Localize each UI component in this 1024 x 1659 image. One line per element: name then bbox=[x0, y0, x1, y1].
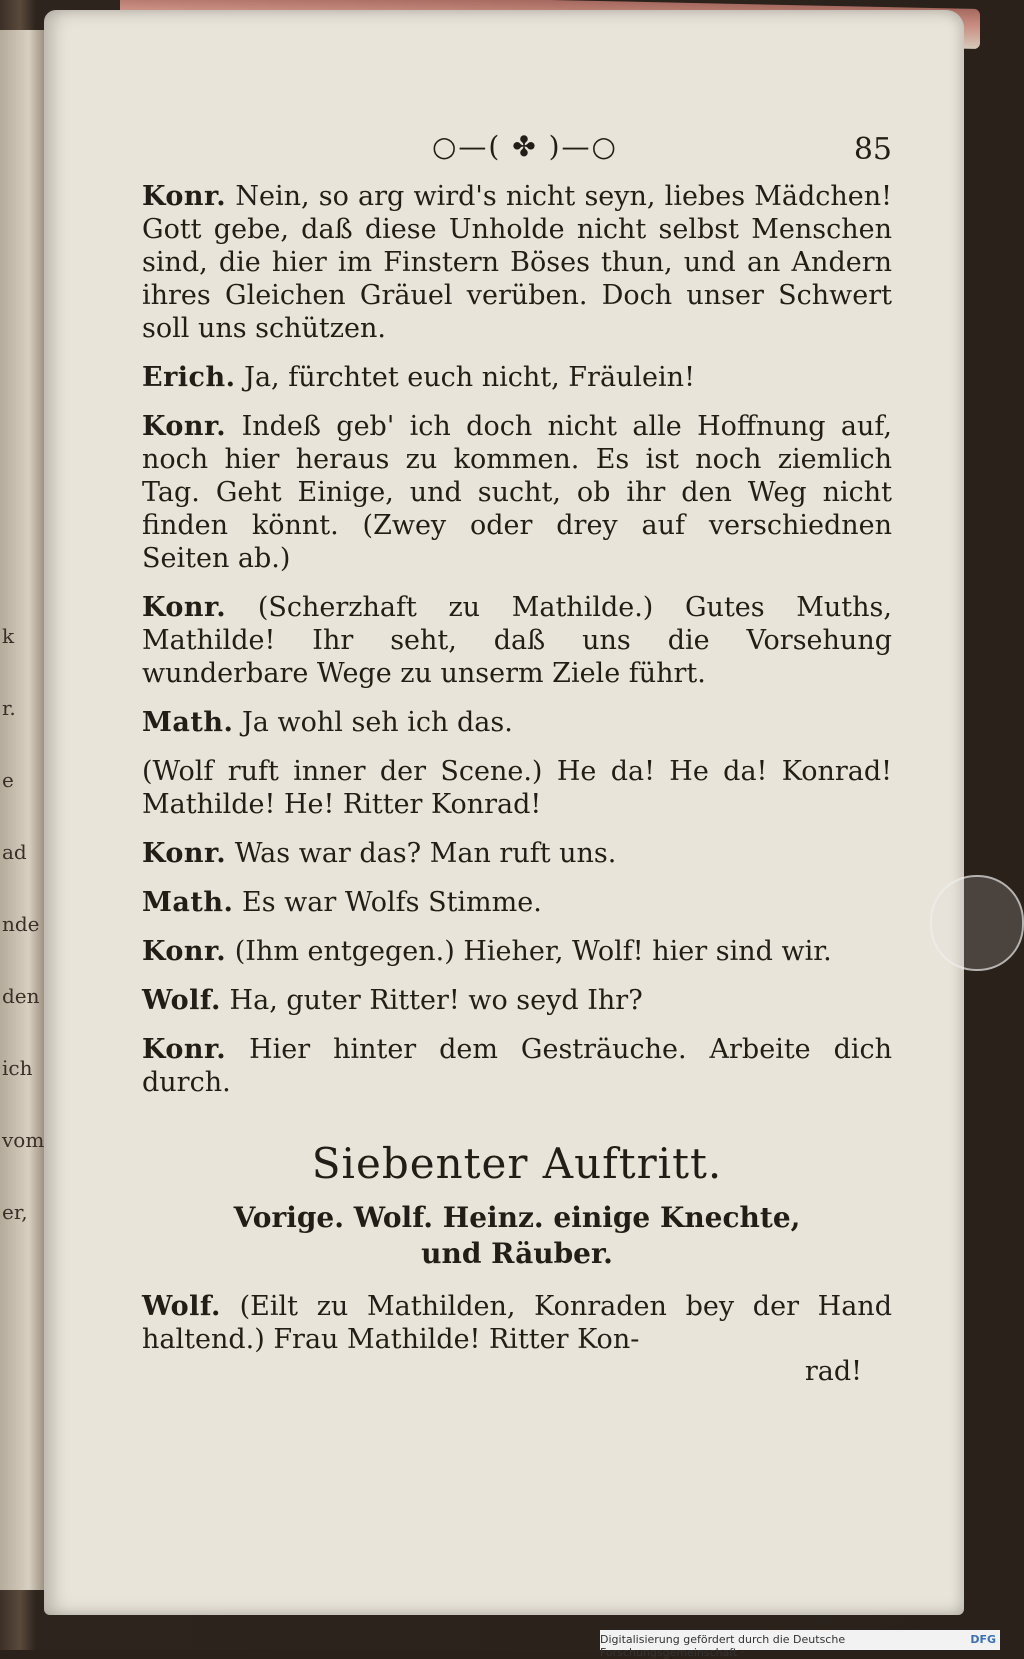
dialogue-text: Ja, fürchtet euch nicht, Fräulein! bbox=[244, 362, 695, 393]
dialogue-paragraph bbox=[142, 1290, 892, 1356]
dialogue-paragraph bbox=[142, 410, 892, 575]
scene-cast-line: und Räuber. bbox=[421, 1237, 613, 1270]
dialogue-paragraph bbox=[142, 984, 892, 1017]
left-fragment: nde bbox=[2, 912, 40, 936]
left-fragment: ad bbox=[2, 840, 27, 864]
left-fragment: r. bbox=[2, 696, 16, 720]
dialogue-paragraph bbox=[142, 886, 892, 919]
speaker-name: Erich. bbox=[142, 362, 236, 393]
dialogue-text: Hier hinter dem Gesträuche. Arbeite dich durch. bbox=[142, 1034, 892, 1098]
dialogue-paragraph bbox=[142, 180, 892, 345]
page-clip bbox=[930, 875, 1024, 971]
dfg-logo: DFG bbox=[970, 1633, 996, 1646]
dialogue-text: Indeß geb' ich doch nicht alle Hoffnung auf, noch hier heraus zu kommen. Es ist noch ziemlich Tag. Geht Einige, und sucht, ob ihr den Weg nicht finden könnt. (Zwey oder drey auf verschiednen Seiten ab.) bbox=[142, 411, 892, 574]
dialogue-paragraph bbox=[142, 591, 892, 690]
left-fragment: er, bbox=[2, 1200, 28, 1224]
page-number: 85 bbox=[853, 132, 892, 167]
left-fragment: den bbox=[2, 984, 40, 1008]
dialogue-text: (Eilt zu Mathilden, Konraden bey der Hand haltend.) Frau Mathilde! Ritter Kon- bbox=[142, 1291, 892, 1355]
dialogue-text: Nein, so arg wird's nicht seyn, liebes Mädchen! Gott gebe, daß diese Unholde nicht selbst Menschen sind, die hier im Finstern Böses thun, und an Andern ihres Gleichen Gräuel verüben. Doch unser Schwert soll uns schützen. bbox=[142, 181, 892, 344]
running-head bbox=[142, 130, 892, 180]
digitization-footer bbox=[600, 1630, 1000, 1659]
speaker-name: Konr. bbox=[142, 1034, 227, 1065]
dialogue-paragraph bbox=[142, 361, 892, 394]
dialogue-text: (Scherzhaft zu Mathilde.) Gutes Muths, Mathilde! Ihr seht, daß uns die Vorsehung wunderbare Wege zu unserm Ziele führt. bbox=[142, 592, 892, 689]
dialogue-text: Ja wohl seh ich das. bbox=[241, 707, 513, 738]
speaker-name: Wolf. bbox=[142, 1291, 221, 1322]
ornament-icon: ○—( ✤ )—○ bbox=[432, 130, 618, 163]
dialogue-text: Ha, guter Ritter! wo seyd Ihr? bbox=[229, 985, 643, 1016]
speaker-name: Konr. bbox=[142, 411, 227, 442]
left-fragment: ich bbox=[2, 1056, 33, 1080]
speaker-name: Konr. bbox=[142, 592, 227, 623]
book-page bbox=[44, 10, 964, 1615]
scene-cast-line: Vorige. Wolf. Heinz. einige Knechte, bbox=[233, 1201, 801, 1234]
footer-credit: Digitalisierung gefördert durch die Deutsche Forschungsgemeinschaft · bbox=[600, 1633, 846, 1659]
speaker-name: Konr. bbox=[142, 181, 227, 212]
dialogue-paragraph bbox=[142, 837, 892, 870]
left-fragment: vom bbox=[2, 1128, 45, 1152]
scene-heading: Siebenter Auftritt. bbox=[311, 1139, 723, 1188]
speaker-name: Math. bbox=[142, 887, 234, 918]
dialogue-text: (Ihm entgegen.) Hieher, Wolf! hier sind wir. bbox=[234, 936, 832, 967]
dialogue-paragraph bbox=[142, 935, 892, 968]
dialogue-text: (Wolf ruft inner der Scene.) He da! He da! Konrad! Mathilde! He! Ritter Konrad! bbox=[142, 756, 892, 820]
scene-cast bbox=[142, 1200, 892, 1272]
dialogue-continuation: rad! bbox=[804, 1356, 862, 1387]
dialogue-text: Es war Wolfs Stimme. bbox=[241, 887, 542, 918]
speaker-name: Wolf. bbox=[142, 985, 221, 1016]
dialogue-paragraph bbox=[142, 1033, 892, 1099]
left-fragment: k bbox=[2, 624, 15, 648]
speaker-name: Math. bbox=[142, 707, 234, 738]
dialogue-text: Was war das? Man ruft uns. bbox=[234, 838, 617, 869]
left-page-fragments bbox=[2, 600, 45, 1248]
speaker-name: Konr. bbox=[142, 936, 227, 967]
speaker-name: Konr. bbox=[142, 838, 227, 869]
left-fragment: e bbox=[2, 768, 14, 792]
stage-direction bbox=[142, 755, 892, 821]
dialogue-paragraph bbox=[142, 706, 892, 739]
page-content bbox=[142, 130, 892, 1387]
